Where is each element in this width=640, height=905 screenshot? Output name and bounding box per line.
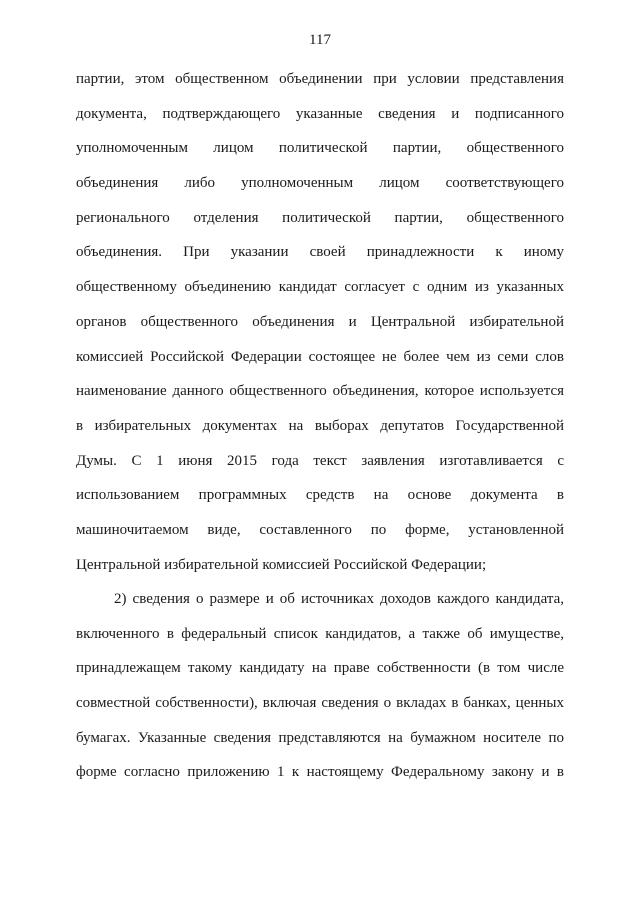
text-line: 2) сведения о размере и об источниках доходов каждого кандидата, bbox=[114, 591, 564, 607]
text-line: объединения либо уполномоченным лицом соответствующего bbox=[76, 175, 564, 192]
text-line: регионального отделения политической партии, общественного bbox=[76, 209, 564, 226]
text-line: включенного в федеральный список кандидатов, а также об имуществе, bbox=[76, 625, 564, 642]
text-line: Центральной избирательной комиссией Российской Федерации; bbox=[76, 556, 487, 573]
text-line: документа, подтверждающего указанные сведения и подписанного bbox=[76, 105, 564, 122]
text-line: уполномоченным лицом политической партии, общественного bbox=[76, 140, 564, 157]
text-line: партии, этом общественном объединении при условии представления bbox=[76, 71, 564, 87]
text-line: принадлежащем такому кандидату на праве собственности (в том числе bbox=[76, 660, 564, 677]
text-line: совместной собственности), включая сведения о вкладах в банках, ценных bbox=[76, 695, 564, 712]
text-line: органов общественного объединения и Центральной избирательной bbox=[76, 313, 564, 330]
text-line: Думы. С 1 июня 2015 года текст заявления изготавливается с bbox=[76, 452, 564, 469]
text-line: комиссией Российской Федерации состоящее не более чем из семи слов bbox=[76, 348, 564, 365]
paragraph-2 bbox=[76, 582, 564, 790]
text-line: общественному объединению кандидат согласует с одним из указанных bbox=[76, 279, 564, 296]
text-line: бумагах. Указанные сведения представляются на бумажном носителе по bbox=[76, 729, 564, 746]
text-line: использованием программных средств на основе документа в bbox=[76, 487, 564, 504]
text-line: форме согласно приложению 1 к настоящему Федеральному закону и в bbox=[76, 764, 564, 781]
text-line: в избирательных документах на выборах депутатов Государственной bbox=[76, 417, 564, 434]
text-line: наименование данного общественного объединения, которое используется bbox=[76, 383, 564, 400]
page-number: 117 bbox=[309, 32, 331, 48]
text-line: машиночитаемом виде, составленного по форме, установленной bbox=[76, 521, 564, 538]
paragraph-1 bbox=[76, 62, 564, 582]
text-line: объединения. При указании своей принадлежности к иному bbox=[76, 244, 564, 261]
